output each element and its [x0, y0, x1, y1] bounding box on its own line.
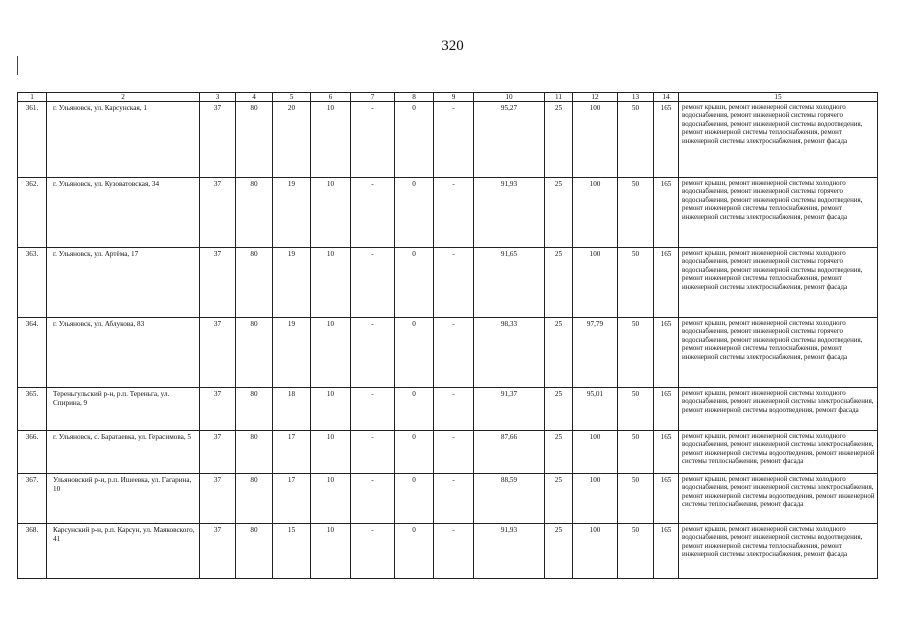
col9-cell: - [434, 102, 474, 178]
address-cell: г. Ульяновск, ул. Кузоватовская, 34 [47, 178, 200, 248]
column-header: 8 [395, 93, 434, 102]
col4-cell: 80 [236, 431, 273, 474]
table-row [18, 431, 878, 474]
col14-cell: 165 [654, 474, 679, 524]
col14-cell: 165 [654, 318, 679, 388]
table-row [18, 524, 878, 579]
col3-cell: 37 [200, 431, 236, 474]
col3-cell: 37 [200, 318, 236, 388]
col10-cell: 91,65 [474, 248, 545, 318]
column-header: 11 [545, 93, 573, 102]
address-cell: Ульяновский р-н, р.п. Ишеевка, ул. Гагарина, 10 [47, 474, 200, 524]
col13-cell: 50 [618, 248, 654, 318]
col8-cell: 0 [395, 388, 434, 431]
col10-cell: 91,93 [474, 178, 545, 248]
col7-cell: - [351, 524, 395, 579]
page-number: 320 [441, 38, 464, 54]
works-cell: ремонт крыши, ремонт инженерной системы холодного водоснабжения, ремонт инженерной системы горячего водоснабжения, ремонт инженерной системы водоотведения, ремонт инженерной системы теплоснабжения, ремонт инженерной системы электроснабжения, ремонт фасада [679, 178, 878, 248]
col14-cell: 165 [654, 524, 679, 579]
col9-cell: - [434, 248, 474, 318]
col3-cell: 37 [200, 474, 236, 524]
col12-cell: 95,01 [573, 388, 618, 431]
works-cell: ремонт крыши, ремонт инженерной системы холодного водоснабжения, ремонт инженерной системы горячего водоснабжения, ремонт инженерной системы водоотведения, ремонт инженерной системы теплоснабжения, ремонт инженерной системы электроснабжения, ремонт фасада [679, 102, 878, 178]
works-cell: ремонт крыши, ремонт инженерной системы холодного водоснабжения, ремонт инженерной системы электроснабжения, ремонт инженерной системы водоотведения, ремонт инженерной системы теплоснабжения, ремонт фасада [679, 431, 878, 474]
col12-cell: 100 [573, 474, 618, 524]
col8-cell: 0 [395, 178, 434, 248]
col11-cell: 25 [545, 102, 573, 178]
address-cell: Карсунский р-н, р.п. Карсун, ул. Маяковского, 41 [47, 524, 200, 579]
col8-cell: 0 [395, 431, 434, 474]
column-header: 2 [47, 93, 200, 102]
row-number: 363. [18, 248, 47, 318]
margin-mark [17, 56, 18, 75]
col13-cell: 50 [618, 524, 654, 579]
col5-cell: 19 [273, 178, 311, 248]
col6-cell: 10 [311, 102, 351, 178]
row-number: 364. [18, 318, 47, 388]
column-header: 14 [654, 93, 679, 102]
column-header: 1 [18, 93, 47, 102]
register-table [17, 92, 878, 579]
col6-cell: 10 [311, 178, 351, 248]
table-row [18, 102, 878, 178]
col6-cell: 10 [311, 524, 351, 579]
col7-cell: - [351, 178, 395, 248]
col7-cell: - [351, 102, 395, 178]
col4-cell: 80 [236, 248, 273, 318]
row-number: 362. [18, 178, 47, 248]
works-cell: ремонт крыши, ремонт инженерной системы холодного водоснабжения, ремонт инженерной системы электроснабжения, ремонт инженерной системы водоотведения, ремонт фасада [679, 388, 878, 431]
col12-cell: 100 [573, 178, 618, 248]
col9-cell: - [434, 388, 474, 431]
col5-cell: 17 [273, 474, 311, 524]
column-header: 6 [311, 93, 351, 102]
col13-cell: 50 [618, 102, 654, 178]
col14-cell: 165 [654, 431, 679, 474]
col13-cell: 50 [618, 178, 654, 248]
col9-cell: - [434, 318, 474, 388]
col5-cell: 17 [273, 431, 311, 474]
col11-cell: 25 [545, 178, 573, 248]
col8-cell: 0 [395, 318, 434, 388]
col10-cell: 87,66 [474, 431, 545, 474]
col8-cell: 0 [395, 102, 434, 178]
col11-cell: 25 [545, 474, 573, 524]
col4-cell: 80 [236, 388, 273, 431]
col10-cell: 98,33 [474, 318, 545, 388]
col5-cell: 20 [273, 102, 311, 178]
col5-cell: 19 [273, 318, 311, 388]
address-cell: Тереньгульский р-н, р.п. Тереньга, ул. Спирина, 9 [47, 388, 200, 431]
col10-cell: 91,93 [474, 524, 545, 579]
col13-cell: 50 [618, 388, 654, 431]
col14-cell: 165 [654, 388, 679, 431]
col10-cell: 91,37 [474, 388, 545, 431]
address-cell: г. Ульяновск, с. Баратаевка, ул. Герасимова, 5 [47, 431, 200, 474]
col13-cell: 50 [618, 318, 654, 388]
col14-cell: 165 [654, 248, 679, 318]
col3-cell: 37 [200, 388, 236, 431]
col5-cell: 15 [273, 524, 311, 579]
column-header: 15 [679, 93, 878, 102]
col3-cell: 37 [200, 248, 236, 318]
table-row [18, 474, 878, 524]
col6-cell: 10 [311, 248, 351, 318]
works-cell: ремонт крыши, ремонт инженерной системы холодного водоснабжения, ремонт инженерной системы водоотведения, ремонт инженерной системы теплоснабжения, ремонт инженерной системы электроснабжения, ремонт фасада [679, 524, 878, 579]
col6-cell: 10 [311, 431, 351, 474]
col4-cell: 80 [236, 318, 273, 388]
column-header: 7 [351, 93, 395, 102]
col10-cell: 95,27 [474, 102, 545, 178]
table-row [18, 318, 878, 388]
col7-cell: - [351, 248, 395, 318]
row-number: 361. [18, 102, 47, 178]
col4-cell: 80 [236, 178, 273, 248]
col4-cell: 80 [236, 474, 273, 524]
col12-cell: 100 [573, 431, 618, 474]
column-header: 5 [273, 93, 311, 102]
col14-cell: 165 [654, 102, 679, 178]
address-cell: г. Ульяновск, ул. Карсунская, 1 [47, 102, 200, 178]
col5-cell: 19 [273, 248, 311, 318]
col3-cell: 37 [200, 524, 236, 579]
row-number: 365. [18, 388, 47, 431]
col3-cell: 37 [200, 178, 236, 248]
column-header: 3 [200, 93, 236, 102]
col6-cell: 10 [311, 388, 351, 431]
col8-cell: 0 [395, 248, 434, 318]
works-cell: ремонт крыши, ремонт инженерной системы холодного водоснабжения, ремонт инженерной системы горячего водоснабжения, ремонт инженерной системы водоотведения, ремонт инженерной системы теплоснабжения, ремонт инженерной системы электроснабжения, ремонт фасада [679, 248, 878, 318]
row-number: 366. [18, 431, 47, 474]
address-cell: г. Ульяновск, ул. Артёма, 17 [47, 248, 200, 318]
column-header: 9 [434, 93, 474, 102]
col11-cell: 25 [545, 388, 573, 431]
col7-cell: - [351, 431, 395, 474]
header-row [18, 93, 878, 102]
works-cell: ремонт крыши, ремонт инженерной системы холодного водоснабжения, ремонт инженерной системы электроснабжения, ремонт инженерной системы водоотведения, ремонт инженерной системы теплоснабжения, ремонт фасада [679, 474, 878, 524]
column-header: 10 [474, 93, 545, 102]
col6-cell: 10 [311, 318, 351, 388]
col9-cell: - [434, 431, 474, 474]
col6-cell: 10 [311, 474, 351, 524]
table-row [18, 178, 878, 248]
col12-cell: 100 [573, 102, 618, 178]
col7-cell: - [351, 474, 395, 524]
col9-cell: - [434, 178, 474, 248]
col13-cell: 50 [618, 474, 654, 524]
works-cell: ремонт крыши, ремонт инженерной системы холодного водоснабжения, ремонт инженерной системы горячего водоснабжения, ремонт инженерной системы водоотведения, ремонт инженерной системы теплоснабжения, ремонт инженерной системы электроснабжения, ремонт фасада [679, 318, 878, 388]
column-header: 12 [573, 93, 618, 102]
column-header: 13 [618, 93, 654, 102]
col8-cell: 0 [395, 524, 434, 579]
col9-cell: - [434, 524, 474, 579]
col4-cell: 80 [236, 102, 273, 178]
col4-cell: 80 [236, 524, 273, 579]
col9-cell: - [434, 474, 474, 524]
col11-cell: 25 [545, 248, 573, 318]
address-cell: г. Ульяновск, ул. Аблукова, 83 [47, 318, 200, 388]
col8-cell: 0 [395, 474, 434, 524]
table-row [18, 388, 878, 431]
row-number: 367. [18, 474, 47, 524]
col10-cell: 88,59 [474, 474, 545, 524]
col3-cell: 37 [200, 102, 236, 178]
col7-cell: - [351, 388, 395, 431]
col12-cell: 97,79 [573, 318, 618, 388]
col11-cell: 25 [545, 318, 573, 388]
col11-cell: 25 [545, 524, 573, 579]
col12-cell: 100 [573, 524, 618, 579]
col12-cell: 100 [573, 248, 618, 318]
col14-cell: 165 [654, 178, 679, 248]
row-number: 368. [18, 524, 47, 579]
col7-cell: - [351, 318, 395, 388]
col11-cell: 25 [545, 431, 573, 474]
col13-cell: 50 [618, 431, 654, 474]
col5-cell: 18 [273, 388, 311, 431]
table-row [18, 248, 878, 318]
column-header: 4 [236, 93, 273, 102]
